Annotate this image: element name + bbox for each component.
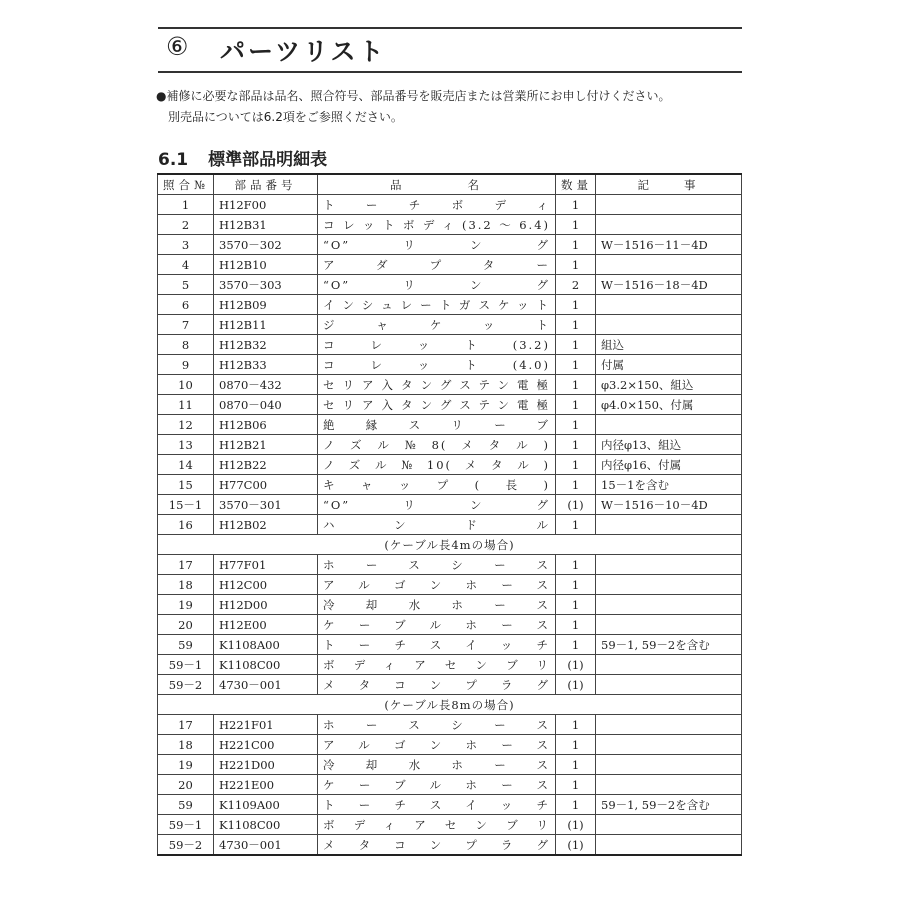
part-number-cell: H12C00: [214, 575, 318, 595]
table-row: [158, 295, 742, 315]
remarks-cell: φ4.0×150、付属: [596, 395, 742, 415]
page-title: パーツリスト: [220, 37, 387, 66]
part-number-cell: H12B32: [214, 335, 318, 355]
item-name-cell: インシュレートガスケット: [318, 295, 556, 315]
ref-no-cell: 7: [158, 315, 214, 335]
table-row: [158, 395, 742, 415]
part-number-cell: H12B22: [214, 455, 318, 475]
table-row: [158, 415, 742, 435]
remarks-cell: [596, 215, 742, 235]
quantity-cell: 1: [556, 315, 596, 335]
quantity-cell: (1): [556, 835, 596, 856]
quantity-cell: 1: [556, 235, 596, 255]
item-name-cell: トーチボディ: [318, 195, 556, 215]
item-name-cell: “O”リング: [318, 495, 556, 515]
ref-no-cell: 5: [158, 275, 214, 295]
quantity-cell: 1: [556, 575, 596, 595]
remarks-cell: [596, 835, 742, 856]
remarks-cell: W－1516－18－4D: [596, 275, 742, 295]
table-row: [158, 555, 742, 575]
ref-no-cell: 19: [158, 595, 214, 615]
table-row: [158, 815, 742, 835]
quantity-cell: 1: [556, 355, 596, 375]
remarks-cell: [596, 815, 742, 835]
table-row: [158, 275, 742, 295]
part-number-cell: K1108C00: [214, 815, 318, 835]
quantity-cell: 1: [556, 755, 596, 775]
table-row: [158, 515, 742, 535]
table-row: [158, 215, 742, 235]
quantity-cell: 1: [556, 595, 596, 615]
item-name-cell: 絶縁スリーブ: [318, 415, 556, 435]
table-row: [158, 355, 742, 375]
item-name-cell: メタコンプラグ: [318, 835, 556, 856]
part-number-cell: 4730－001: [214, 675, 318, 695]
table-row: [158, 595, 742, 615]
part-number-cell: H12B31: [214, 215, 318, 235]
quantity-cell: 1: [556, 735, 596, 755]
item-name-cell: トーチスイッチ: [318, 635, 556, 655]
part-number-cell: H12E00: [214, 615, 318, 635]
ref-no-cell: 2: [158, 215, 214, 235]
remarks-cell: [596, 655, 742, 675]
table-row: [158, 375, 742, 395]
item-name-cell: “O”リング: [318, 235, 556, 255]
table-row: [158, 255, 742, 275]
ref-no-cell: 15－1: [158, 495, 214, 515]
table-row: [158, 235, 742, 255]
part-number-cell: 3570－301: [214, 495, 318, 515]
quantity-cell: 1: [556, 255, 596, 275]
ref-no-cell: 10: [158, 375, 214, 395]
ref-no-cell: 9: [158, 355, 214, 375]
item-name-cell: キャップ(長): [318, 475, 556, 495]
part-number-cell: H12F00: [214, 195, 318, 215]
quantity-cell: (1): [556, 815, 596, 835]
table-row: [158, 495, 742, 515]
quantity-cell: 1: [556, 435, 596, 455]
item-name-cell: ホースシース: [318, 715, 556, 735]
remarks-cell: φ3.2×150、組込: [596, 375, 742, 395]
item-name-cell: セリア入タングステン電極: [318, 375, 556, 395]
table-row: [158, 715, 742, 735]
item-name-cell: ノズル№10(メタル): [318, 455, 556, 475]
item-name-cell: コレットボディ(3.2～6.4): [318, 215, 556, 235]
chapter-number: ⑥: [166, 32, 189, 61]
quantity-cell: 1: [556, 715, 596, 735]
item-name-cell: ボディアセンブリ: [318, 655, 556, 675]
quantity-cell: 1: [556, 515, 596, 535]
header-remarks: 記 事: [596, 174, 742, 195]
table-row: [158, 335, 742, 355]
table-row: [158, 795, 742, 815]
quantity-cell: (1): [556, 655, 596, 675]
part-number-cell: H77C00: [214, 475, 318, 495]
table-row: [158, 475, 742, 495]
part-number-cell: H77F01: [214, 555, 318, 575]
part-number-cell: H221E00: [214, 775, 318, 795]
part-number-cell: H12B33: [214, 355, 318, 375]
remarks-cell: [596, 575, 742, 595]
ref-no-cell: 15: [158, 475, 214, 495]
part-number-cell: H12B21: [214, 435, 318, 455]
remarks-cell: [596, 295, 742, 315]
item-name-cell: トーチスイッチ: [318, 795, 556, 815]
ref-no-cell: 59－2: [158, 675, 214, 695]
table-row: [158, 615, 742, 635]
ref-no-cell: 3: [158, 235, 214, 255]
ref-no-cell: 17: [158, 555, 214, 575]
part-number-cell: 4730－001: [214, 835, 318, 856]
ref-no-cell: 16: [158, 515, 214, 535]
part-number-cell: H12B09: [214, 295, 318, 315]
quantity-cell: 1: [556, 195, 596, 215]
quantity-cell: 1: [556, 415, 596, 435]
part-number-cell: H221C00: [214, 735, 318, 755]
remarks-cell: 内径φ13、組込: [596, 435, 742, 455]
table-row: [158, 775, 742, 795]
remarks-cell: [596, 595, 742, 615]
section-label: (ケーブル長8mの場合): [158, 695, 742, 715]
remarks-cell: 付属: [596, 355, 742, 375]
ref-no-cell: 59－2: [158, 835, 214, 856]
header-ref-no: 照合№: [158, 174, 214, 195]
part-number-cell: H221F01: [214, 715, 318, 735]
quantity-cell: 1: [556, 615, 596, 635]
quantity-cell: 1: [556, 455, 596, 475]
remarks-cell: 内径φ16、付属: [596, 455, 742, 475]
item-name-cell: アルゴンホース: [318, 735, 556, 755]
table-body: [158, 195, 742, 856]
part-number-cell: H12B11: [214, 315, 318, 335]
intro-text: [156, 86, 670, 128]
page-header: [158, 27, 742, 73]
quantity-cell: 1: [556, 335, 596, 355]
remarks-cell: [596, 775, 742, 795]
remarks-cell: 組込: [596, 335, 742, 355]
table-row: [158, 435, 742, 455]
item-name-cell: コレット(4.0): [318, 355, 556, 375]
quantity-cell: 1: [556, 635, 596, 655]
item-name-cell: ジャケット: [318, 315, 556, 335]
header-part-number: 部品番号: [214, 174, 318, 195]
table-row: [158, 315, 742, 335]
item-name-cell: ボディアセンブリ: [318, 815, 556, 835]
quantity-cell: 1: [556, 295, 596, 315]
intro-line-2: 別売品については6.2項をご参照ください。: [168, 110, 403, 124]
table-row: [158, 755, 742, 775]
remarks-cell: W－1516－10－4D: [596, 495, 742, 515]
remarks-cell: 59－1, 59－2を含む: [596, 635, 742, 655]
item-name-cell: セリア入タングステン電極: [318, 395, 556, 415]
section-number: 6.1: [158, 150, 189, 170]
part-number-cell: K1108C00: [214, 655, 318, 675]
quantity-cell: (1): [556, 495, 596, 515]
remarks-cell: [596, 675, 742, 695]
ref-no-cell: 12: [158, 415, 214, 435]
item-name-cell: “O”リング: [318, 275, 556, 295]
part-number-cell: K1108A00: [214, 635, 318, 655]
remarks-cell: [596, 555, 742, 575]
item-name-cell: コレット(3.2): [318, 335, 556, 355]
part-number-cell: K1109A00: [214, 795, 318, 815]
ref-no-cell: 14: [158, 455, 214, 475]
part-number-cell: H12D00: [214, 595, 318, 615]
item-name-cell: ホースシース: [318, 555, 556, 575]
part-number-cell: 3570－303: [214, 275, 318, 295]
quantity-cell: 1: [556, 555, 596, 575]
item-name-cell: ケーブルホース: [318, 615, 556, 635]
header-quantity: 数量: [556, 174, 596, 195]
remarks-cell: [596, 195, 742, 215]
item-name-cell: アダプター: [318, 255, 556, 275]
part-number-cell: H221D00: [214, 755, 318, 775]
ref-no-cell: 59: [158, 795, 214, 815]
remarks-cell: [596, 255, 742, 275]
section-row: [158, 535, 742, 555]
quantity-cell: 1: [556, 215, 596, 235]
ref-no-cell: 1: [158, 195, 214, 215]
ref-no-cell: 59－1: [158, 655, 214, 675]
remarks-cell: [596, 415, 742, 435]
ref-no-cell: 59: [158, 635, 214, 655]
quantity-cell: 1: [556, 775, 596, 795]
item-name-cell: ハンドル: [318, 515, 556, 535]
intro-line-1: ●補修に必要な部品は品名、照合符号、部品番号を販売店または営業所にお申し付けください。: [156, 89, 671, 103]
ref-no-cell: 18: [158, 735, 214, 755]
ref-no-cell: 6: [158, 295, 214, 315]
quantity-cell: (1): [556, 675, 596, 695]
remarks-cell: [596, 715, 742, 735]
ref-no-cell: 18: [158, 575, 214, 595]
section-row: [158, 695, 742, 715]
table-row: [158, 835, 742, 856]
remarks-cell: [596, 615, 742, 635]
table-header-row: [158, 174, 742, 195]
item-name-cell: 冷却水ホース: [318, 595, 556, 615]
header-item-name: 品 名: [318, 174, 556, 195]
part-number-cell: 3570－302: [214, 235, 318, 255]
table-row: [158, 635, 742, 655]
ref-no-cell: 20: [158, 775, 214, 795]
remarks-cell: [596, 735, 742, 755]
ref-no-cell: 59－1: [158, 815, 214, 835]
table-row: [158, 575, 742, 595]
item-name-cell: アルゴンホース: [318, 575, 556, 595]
item-name-cell: ノズル№8(メタル): [318, 435, 556, 455]
ref-no-cell: 19: [158, 755, 214, 775]
item-name-cell: メタコンプラグ: [318, 675, 556, 695]
remarks-cell: [596, 755, 742, 775]
parts-table: [157, 173, 742, 856]
remarks-cell: [596, 515, 742, 535]
ref-no-cell: 13: [158, 435, 214, 455]
part-number-cell: 0870－040: [214, 395, 318, 415]
quantity-cell: 1: [556, 475, 596, 495]
table-row: [158, 735, 742, 755]
part-number-cell: H12B02: [214, 515, 318, 535]
part-number-cell: H12B10: [214, 255, 318, 275]
part-number-cell: 0870－432: [214, 375, 318, 395]
quantity-cell: 1: [556, 395, 596, 415]
ref-no-cell: 20: [158, 615, 214, 635]
table-row: [158, 455, 742, 475]
table-row: [158, 675, 742, 695]
ref-no-cell: 11: [158, 395, 214, 415]
remarks-cell: [596, 315, 742, 335]
ref-no-cell: 17: [158, 715, 214, 735]
section-title: 標準部品明細表: [208, 150, 328, 170]
item-name-cell: ケーブルホース: [318, 775, 556, 795]
remarks-cell: W－1516－11－4D: [596, 235, 742, 255]
part-number-cell: H12B06: [214, 415, 318, 435]
ref-no-cell: 4: [158, 255, 214, 275]
ref-no-cell: 8: [158, 335, 214, 355]
table-row: [158, 655, 742, 675]
item-name-cell: 冷却水ホース: [318, 755, 556, 775]
quantity-cell: 2: [556, 275, 596, 295]
quantity-cell: 1: [556, 795, 596, 815]
table-row: [158, 195, 742, 215]
section-heading: [158, 145, 327, 170]
remarks-cell: 59－1, 59－2を含む: [596, 795, 742, 815]
remarks-cell: 15－1を含む: [596, 475, 742, 495]
section-label: (ケーブル長4mの場合): [158, 535, 742, 555]
quantity-cell: 1: [556, 375, 596, 395]
